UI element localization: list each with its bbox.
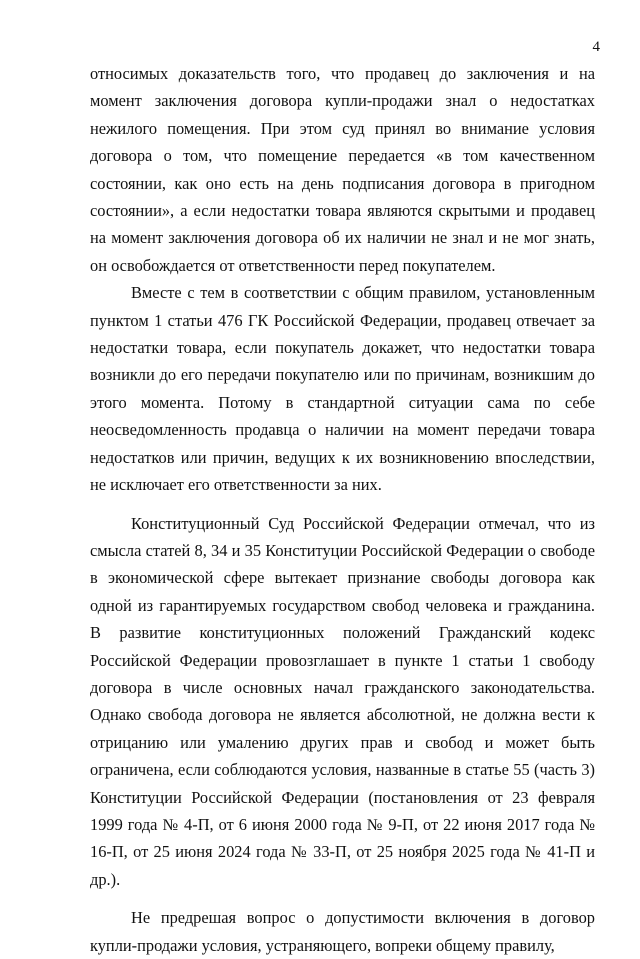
paragraph-constitutional-court: Конституционный Суд Российской Федерации отмечал, что из смысла статей 8, 34 и 35 Конституции Российской Федерации о свободе в экономической сфере вытекает признание свободы договора как одной из гарантируемых государством свобод человека и гражданина. В развитие конституционных положений Гражданский кодекс Российской Федерации провозглашает в пункте 1 статьи 1 свободу договора в числе основных начал гражданского законодательства. Однако свобода договора не является абсолютной, не должна вести к отрицанию или умалению других прав и свобод и может быть ограничена, если соблюдаются условия, названные в статье 55 (часть 3) Конституции Российской Федерации (постановления от 23 февраля 1999 года № 4-П, от 6 июня 2000 года № 9-П, от 22 июня 2017 года № 16-П, от 25 июня 2024 года № 33-П, от 25 ноября 2025 года № 41-П и др.). xyxy=(90,513,595,889)
paragraph-continued: относимых доказательств того, что продавец до заключения и на момент заключения договора купли-продажи знал о недостатках нежилого помещения. При этом суд принял во внимание условия договора о том, что помещение передается «в том качественном состоянии, как оно есть на день подписания договора в пригодном состоянии», а если недостатки товара являются скрытыми и продавец на момент заключения договора об их наличии не знал и не мог знать, он освобождается от ответственности перед покупателем. xyxy=(90,64,595,275)
paragraph-contract-terms: Не предрешая вопрос о допустимости включения в договор купли-продажи условия, устраняющего, вопреки общему правилу, xyxy=(90,908,595,955)
paragraph-seller-liability: Вместе с тем в соответствии с общим правилом, установленным пунктом 1 статьи 476 ГК Российской Федерации, продавец отвечает за недостатки товара, если покупатель докажет, что недостатки товара возникли до его передачи покупателю или по причинам, возникшим до этого момента. Потому в стандартной ситуации сама по себе неосведомленность продавца о наличии на момент передачи товара недостатков или причин, ведущих к их возникновению впоследствии, не исключает его ответственности за них. xyxy=(90,283,595,495)
page-number: 4 xyxy=(592,39,600,55)
document-body xyxy=(90,60,595,959)
